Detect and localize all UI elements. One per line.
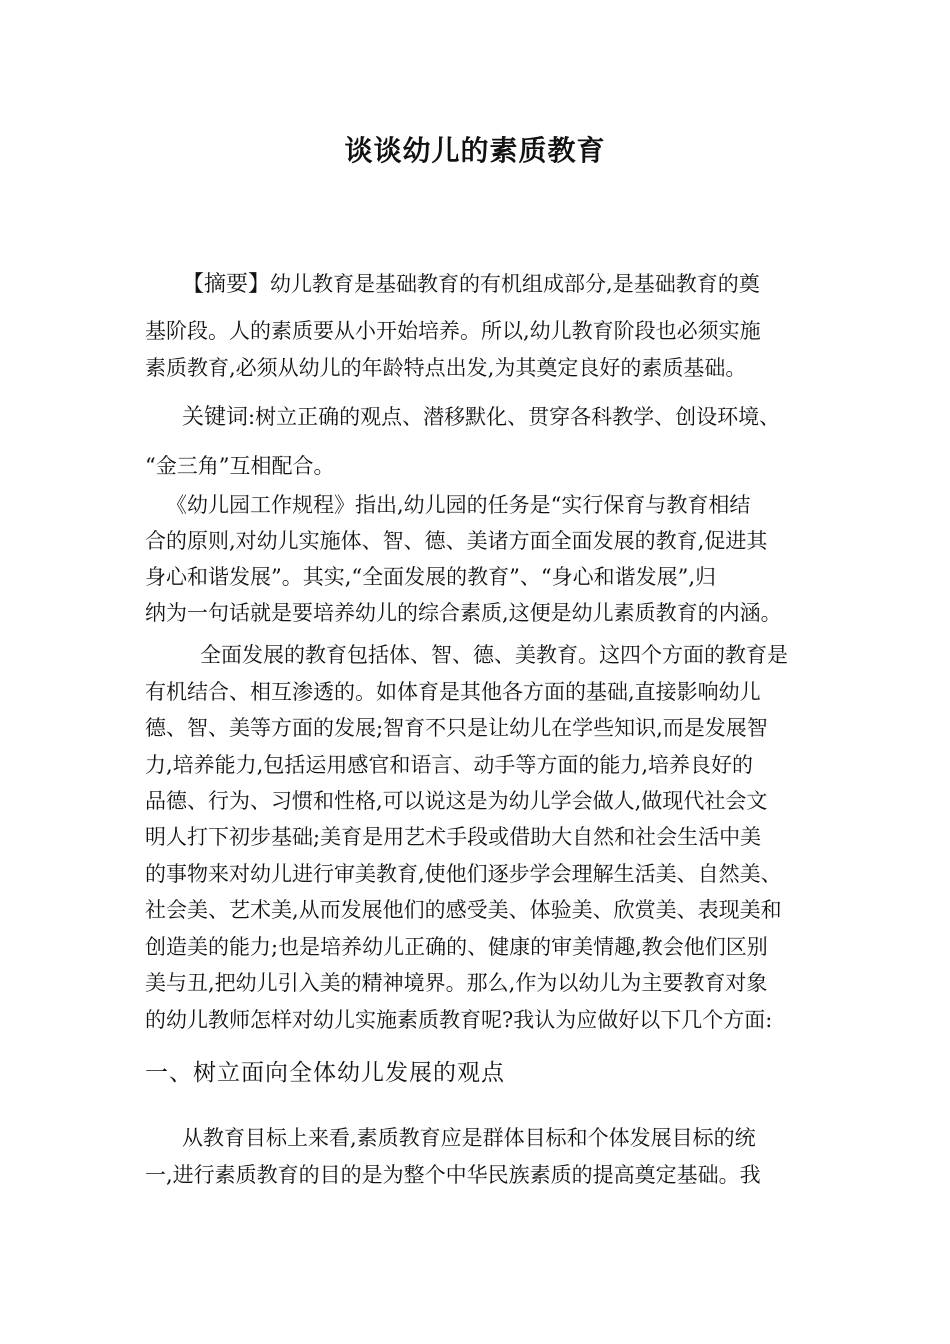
abstract-line-3: 素质教育,必须从幼儿的年龄特点出发,为其奠定良好的素质基础。: [145, 356, 747, 380]
keywords-line-2: “金三角”互相配合。: [145, 454, 335, 478]
paragraph-2-line: 全面发展的教育包括体、智、德、美教育。这四个方面的教育是: [200, 643, 788, 667]
paragraph-2-line: 德、智、美等方面的发展;智育不只是让幼儿在学些知识,而是发展智: [145, 716, 768, 740]
document-title: 谈谈幼儿的素质教育: [344, 134, 606, 167]
section-1-line: 一,进行素质教育的目的是为整个中华民族素质的提高奠定基础。我: [145, 1163, 761, 1187]
keywords-label: 关键词: [182, 405, 249, 430]
abstract-text: 幼儿教育是基础教育的有机组成部分,是基础教育的奠: [270, 272, 760, 296]
paragraph-2-line: 美与丑,把幼儿引入美的精神境界。那么,作为以幼儿为主要教育对象: [145, 971, 768, 995]
paragraph-2-line: 创造美的能力;也是培养幼儿正确的、健康的审美情趣,教会他们区别: [145, 935, 768, 959]
abstract-label: 【摘要】: [182, 272, 271, 297]
keywords-text: :树立正确的观点、潜移默化、贯穿各科教学、创设环境、: [248, 405, 781, 429]
paragraph-1-line: 《幼儿园工作规程》指出,幼儿园的任务是“实行保育与教育相结: [166, 493, 751, 517]
paragraph-2-line: 有机结合、相互渗透的。如体育是其他各方面的基础,直接影响幼儿: [145, 680, 761, 704]
paragraph-2-line: 力,培养能力,包括运用感官和语言、动手等方面的能力,培养良好的: [145, 753, 754, 777]
paragraph-1-line: 身心和谐发展”。其实,“全面发展的教育”、“身心和谐发展”,归: [145, 565, 717, 589]
paragraph-1-line: 合的原则,对幼儿实施体、智、德、美诸方面全面发展的教育,促进其: [145, 529, 768, 553]
abstract-line-1: [182, 269, 760, 299]
abstract-line-2: 基阶段。人的素质要从小开始培养。所以,幼儿教育阶段也必须实施: [145, 319, 761, 343]
paragraph-2-line: 的幼儿教师怎样对幼儿实施素质教育呢?我认为应做好以下几个方面:: [145, 1008, 773, 1032]
keywords-line-1: [182, 402, 780, 432]
section-1-line: 从教育目标上来看,素质教育应是群体目标和个体发展目标的统: [182, 1126, 756, 1150]
paragraph-2-line: 社会美、艺术美,从而发展他们的感受美、体验美、欣赏美、表现美和: [145, 898, 782, 922]
section-1-heading: 一、树立面向全体幼儿发展的观点: [145, 1060, 505, 1086]
paragraph-2-line: 品德、行为、习惯和性格,可以说这是为幼儿学会做人,做现代社会文: [145, 789, 768, 813]
paragraph-2-line: 明人打下初步基础;美育是用艺术手段或借助大自然和社会生活中美: [145, 825, 762, 849]
paragraph-1-line: 纳为一句话就是要培养幼儿的综合素质,这便是幼儿素质教育的内涵。: [145, 601, 782, 625]
paragraph-2-line: 的事物来对幼儿进行审美教育,使他们逐步学会理解生活美、自然美、: [145, 862, 782, 886]
